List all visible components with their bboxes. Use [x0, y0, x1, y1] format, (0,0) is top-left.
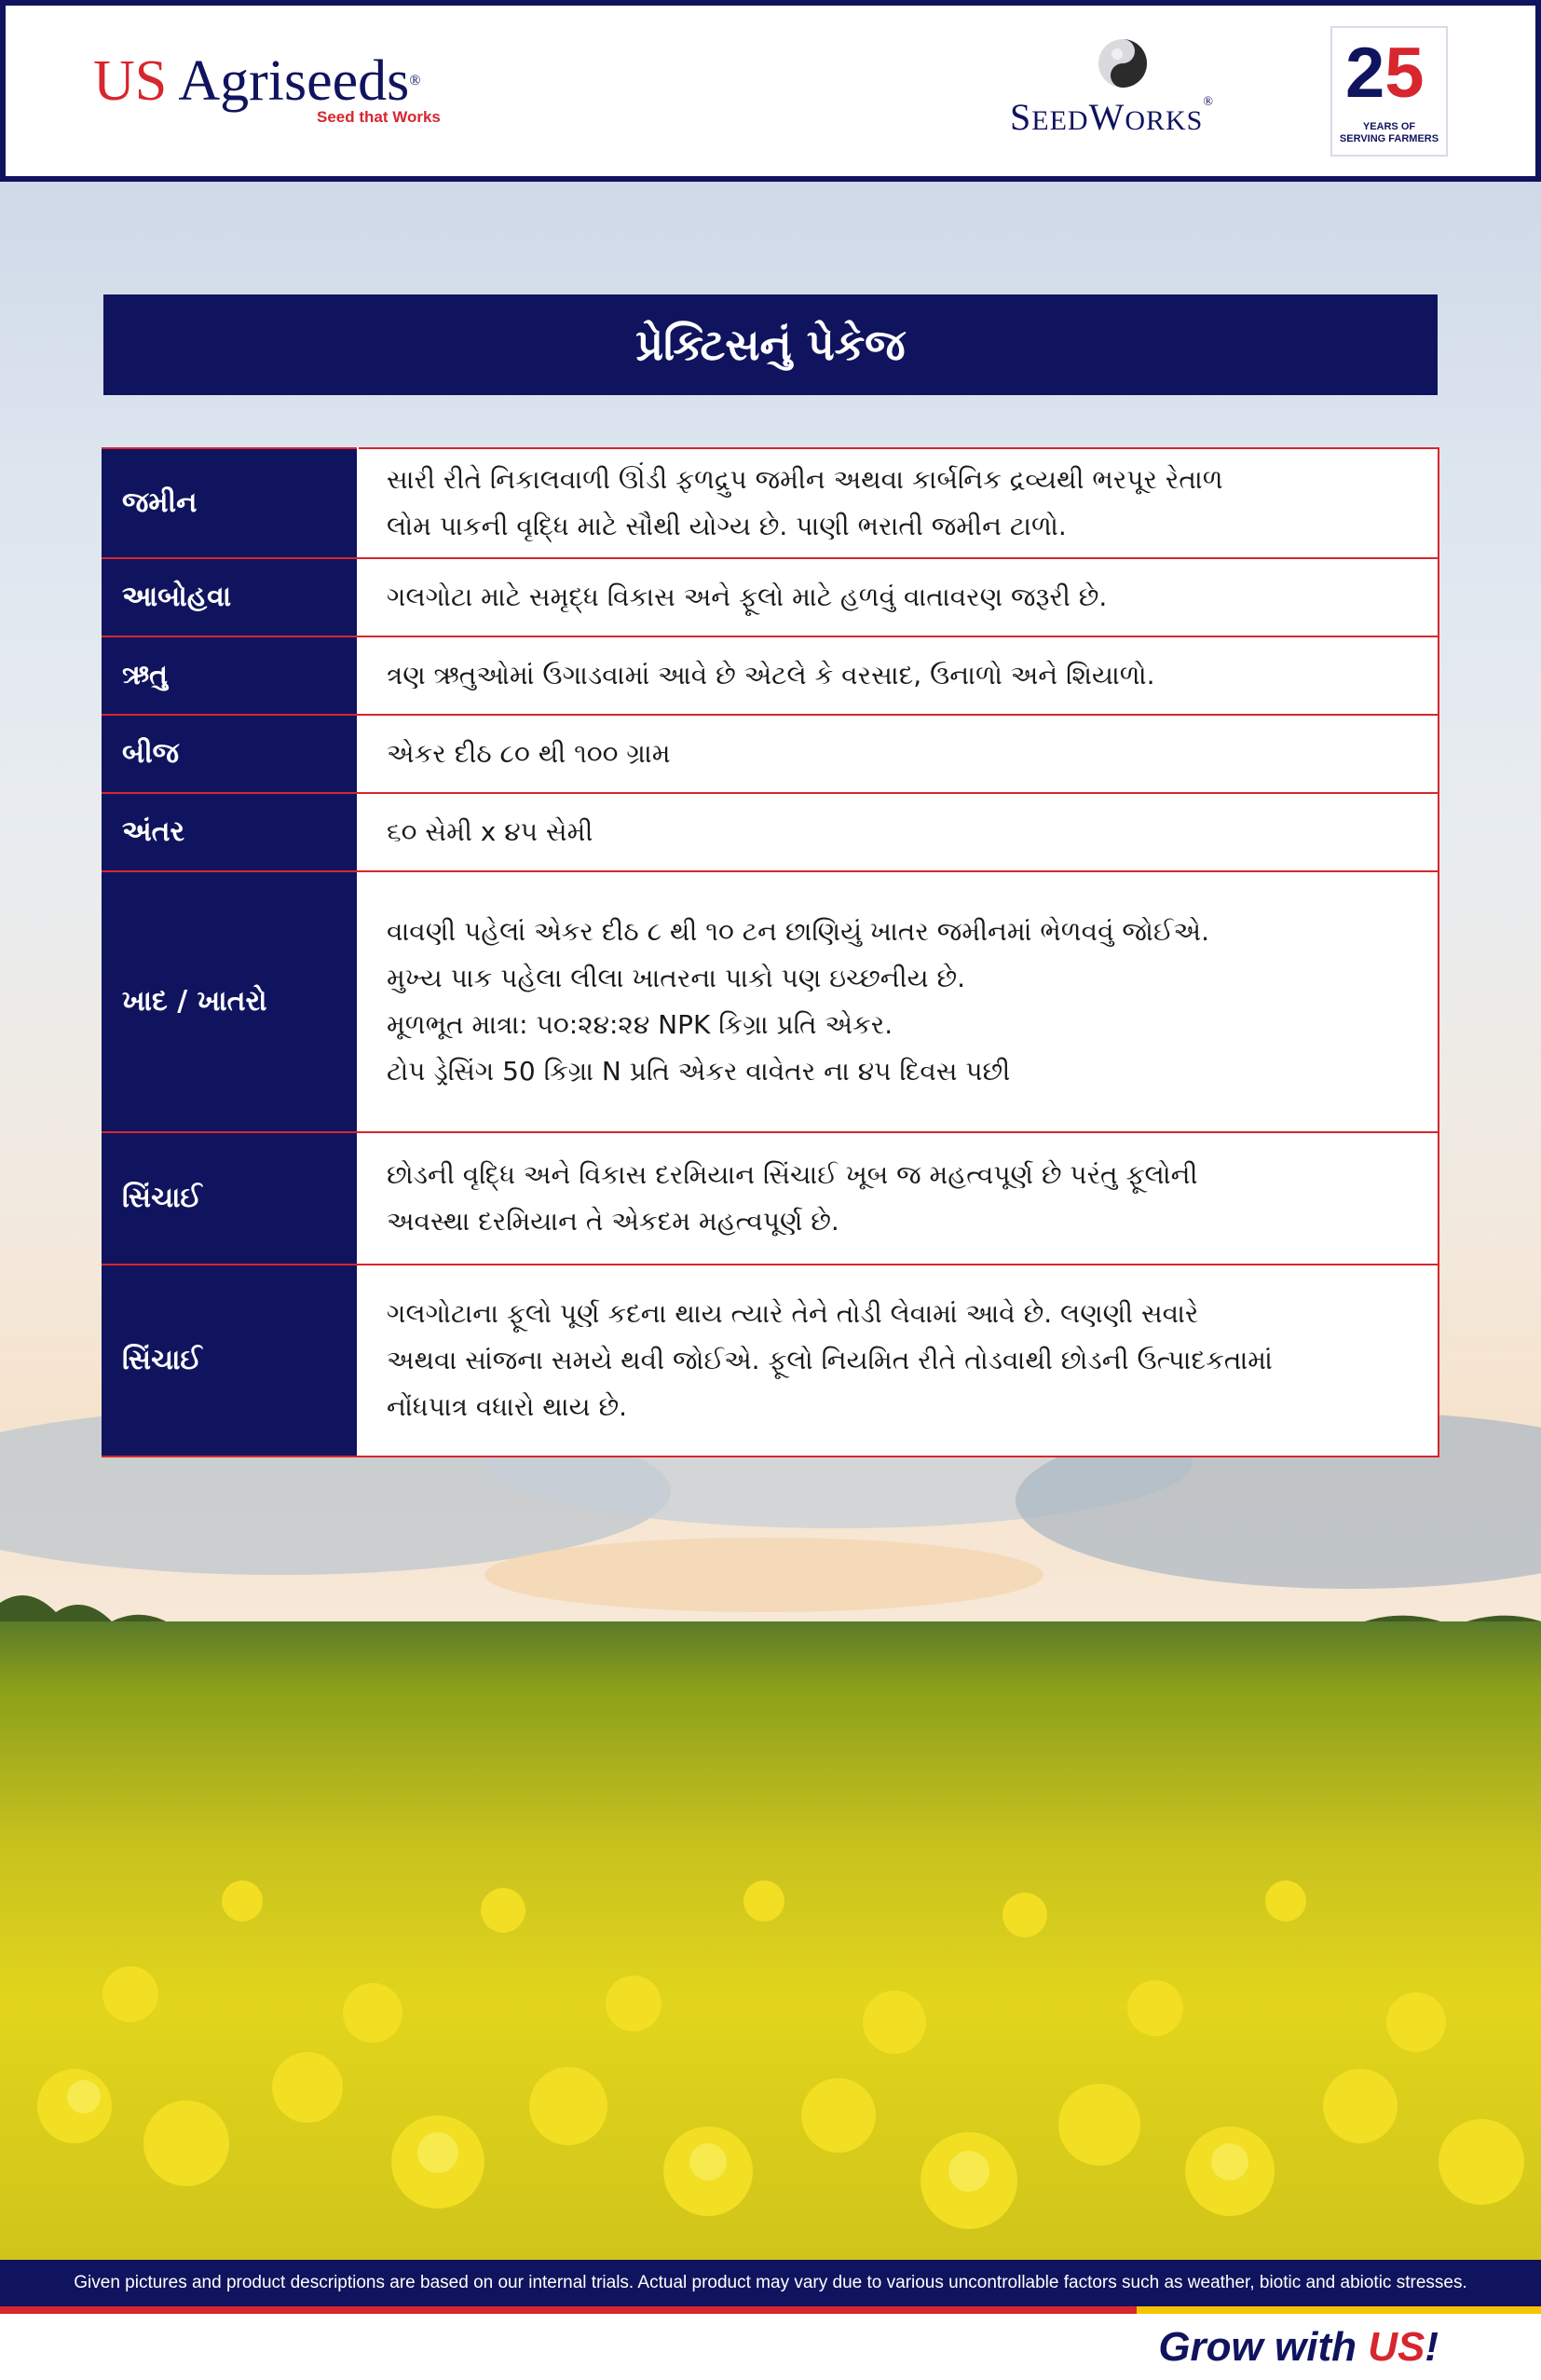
table-row-seed [102, 715, 1439, 793]
row-value [358, 871, 1439, 1132]
row-value [358, 793, 1439, 871]
slogan-prefix: Grow with [1158, 2324, 1369, 2370]
anniversary-caption [1332, 121, 1446, 145]
practices-table [102, 447, 1439, 1457]
table-row-climate [102, 558, 1439, 636]
row-value-line: ૬૦ સેમી x ૪૫ સેમી [387, 816, 593, 847]
row-label: સિંચાઈ [102, 1132, 358, 1265]
anniversary-digit-2: 2 [1345, 34, 1385, 113]
seedworks-s: S [1010, 96, 1032, 138]
row-label: બીજ [102, 715, 358, 793]
seedworks-orks: ORKS [1125, 105, 1204, 136]
anniversary-badge [1330, 26, 1448, 157]
row-value-line: નોંધપાત્ર વધારો થાય છે. [387, 1391, 628, 1422]
brand-name: Agriseeds [178, 49, 410, 113]
row-value-line: અથવા સાંજના સમયે થવી જોઈએ. ફૂલો નિયમિત રીતે તોડવાથી છોડની ઉત્પાદકતામાં [387, 1345, 1273, 1375]
slogan [1158, 2322, 1439, 2373]
slogan-suffix: ! [1425, 2324, 1439, 2370]
row-value-line: મુખ્ય પાક પહેલા લીલા ખાતરના પાકો પણ ઇચ્છનીય છે. [387, 963, 966, 993]
footer-yellow-stripe [1137, 2306, 1541, 2314]
row-label: જમીન [102, 448, 358, 558]
seedworks-w: W [1088, 96, 1125, 138]
table-row-spacing [102, 793, 1439, 871]
disclaimer-text: Given pictures and product descriptions are based on our internal trials. Actual product may vary due to various uncontrollable factors such as weather, biotic and abiotic stresses. [74, 2273, 1467, 2292]
disclaimer-bar [0, 2260, 1541, 2306]
row-value-line: અવસ્થા દરમિયાન તે એકદમ મહત્વપૂર્ણ છે. [387, 1206, 839, 1237]
row-value-line: મૂળભૂત માત્રા: ૫૦:૨૪:૨૪ NPK કિગ્રા પ્રતિ એકર. [387, 1009, 893, 1040]
row-value-line: એકર દીઠ ૮૦ થી ૧૦૦ ગ્રામ [387, 738, 671, 769]
row-value-line: લોમ પાકની વૃદ્ધિ માટે સૌથી યોગ્ય છે. પાણી ભરાતી જમીન ટાળો. [387, 511, 1067, 541]
row-value [358, 1265, 1439, 1457]
row-value-line: વાવણી પહેલાં એકર દીઠ ૮ થી ૧૦ ટન છાણિયું ખાતર જમીનમાં ભેળવવું જોઈએ. [387, 916, 1209, 947]
table-row-harvest [102, 1265, 1439, 1457]
row-value-line: છોડની વૃદ્ધિ અને વિકાસ દરમિયાન સિંચાઈ ખૂબ જ મહત્વપૂર્ણ છે પરંતુ ફૂલોની [387, 1159, 1198, 1190]
row-value-line: ટોપ ડ્રેસિંગ 50 કિગ્રા N પ્રતિ એકર વાવેતર ના ૪૫ દિવસ પછી [387, 1056, 1011, 1087]
anniversary-caption-line-2: SERVING FARMERS [1339, 133, 1439, 144]
table-row-season [102, 636, 1439, 715]
table-row-fertilizer [102, 871, 1439, 1132]
row-value-line: ગલગોટા માટે સમૃદ્ધ વિકાસ અને ફૂલો માટે હળવું વાતાવરણ જરૂરી છે. [387, 581, 1108, 612]
table-row-irrigation [102, 1132, 1439, 1265]
row-label: ઋતુ [102, 636, 358, 715]
row-value-line: ત્રણ ઋતુઓમાં ઉગાડવામાં આવે છે એટલે કે વરસાદ, ઉનાળો અને શિયાળો. [387, 660, 1155, 691]
row-value [358, 448, 1439, 558]
brand-us: US [93, 49, 168, 113]
row-value-line: સારી રીતે નિકાલવાળી ઊંડી ફળદ્રુપ જમીન અથવા કાર્બનિક દ્રવ્યથી ભરપૂર રેતાળ [387, 464, 1223, 495]
row-value [358, 636, 1439, 715]
row-label: અંતર [102, 793, 358, 871]
slogan-accent: US [1368, 2324, 1425, 2370]
table-row-soil [102, 448, 1439, 558]
anniversary-number [1345, 32, 1425, 116]
row-label: સિંચાઈ [102, 1265, 358, 1457]
title-banner [103, 294, 1438, 395]
row-value [358, 558, 1439, 636]
marigold-flowers-illustration [0, 1621, 1541, 2260]
anniversary-caption-line-1: YEARS OF [1362, 121, 1416, 132]
row-value-line: ગલગોટાના ફૂલો પૂર્ણ કદના થાય ત્યારે તેને તોડી લેવામાં આવે છે. લણણી સવારે [387, 1298, 1199, 1329]
row-value [358, 1132, 1439, 1265]
anniversary-digit-5: 5 [1384, 34, 1425, 113]
seedworks-wordmark [1010, 95, 1214, 139]
brand-tagline: Seed that Works [317, 108, 441, 126]
us-agriseeds-logo [93, 48, 420, 114]
row-label: આબોહવા [102, 558, 358, 636]
seedworks-registered-mark: ® [1203, 95, 1215, 109]
page-title: પ્રેક્ટિસનું પેકેજ [635, 320, 906, 370]
seedworks-emblem-icon [1097, 37, 1149, 89]
header-bar [0, 0, 1541, 182]
row-value [358, 715, 1439, 793]
brand-registered-mark: ® [409, 73, 421, 89]
row-label: ખાદ / ખાતરો [102, 871, 358, 1132]
seedworks-eed: EED [1031, 105, 1089, 136]
